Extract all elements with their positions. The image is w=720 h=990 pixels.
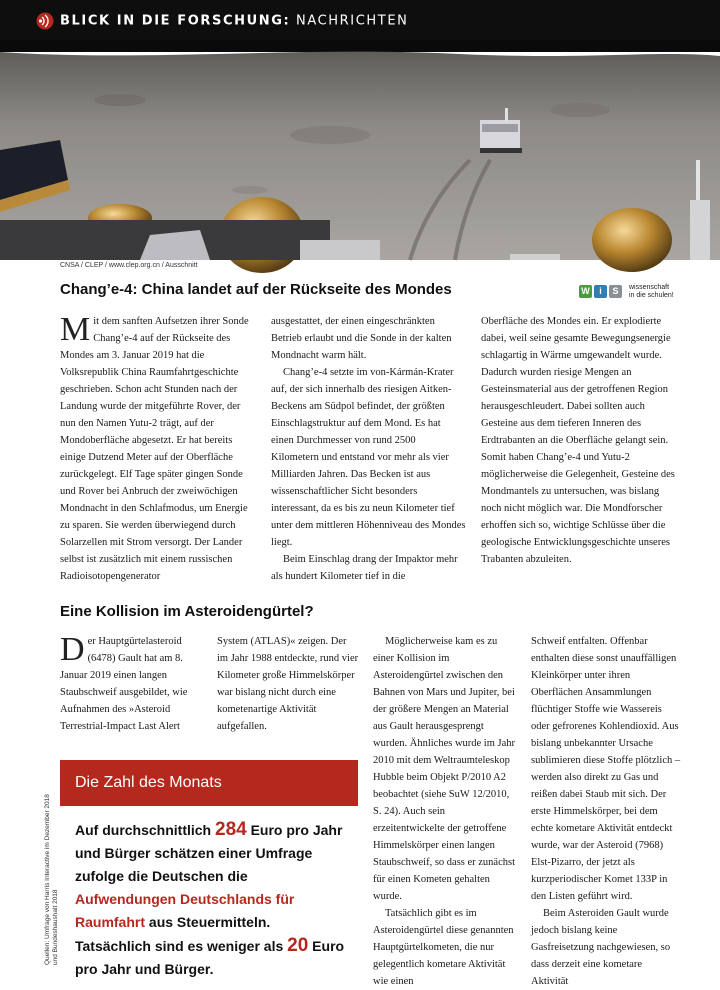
article1-column-3: [481, 313, 679, 568]
number-box-text-1: Auf durchschnittlich: [75, 822, 215, 838]
number-box-heading: Die Zahl des Monats: [60, 760, 358, 806]
wis-logo-letter-i: i: [594, 285, 607, 298]
article2-col4-p2: Beim Asteroiden Gault wurde jedoch bislang keine Gasfreisetzung nachgewiesen, so dass derzeit eine kometare Aktivität: [531, 908, 671, 987]
article-title-change4: Chang’e-4: China landet auf der Rückseite des Mondes: [60, 281, 452, 298]
radio-waves-icon: [36, 12, 54, 30]
article1-col2-p2: Chang’e-4 setzte im von-Kármán-Krater auf, der sich innerhalb des riesigen Aitken-Beckens am Südpol befindet, der größten Einschlagstruktur auf dem Mond. Es hat einen Durchmesser von rund 2500 Kilometern und entstand vor mehr als vier Milliarden Jahren. Das Becken ist aus wissenschaftlicher Sicht besonders interessant, da es bis zu neun Kilometer tief unter dem mittleren Höhenniveau des Mondes liegt.: [271, 367, 466, 548]
number-box-value-284: 284: [215, 819, 247, 840]
source-credit-line1: Quellen: Umfrage von Harris Interactive im Dezember 2018: [44, 794, 51, 965]
source-credit-line2: und Bundeshaushalt 2018: [52, 889, 59, 965]
wis-logo-letter-s: S: [609, 285, 622, 298]
wis-logo-letter-w: W: [579, 285, 592, 298]
article1-column-2: [271, 313, 466, 585]
article1-col2-p3: Beim Einschlag drang der Impaktor mehr als hundert Kilometer tief in die: [271, 554, 458, 582]
source-credit: [44, 765, 60, 965]
moon-surface-photo: [0, 40, 720, 260]
number-box-text-2: Euro pro Jahr und Bürger schätzen einer Umfrage zufolge die Deutschen die: [75, 822, 343, 884]
moon-landscape-illustration: [0, 40, 720, 260]
article2-col1-text: er Hauptgürtelasteroid (6478) Gault hat am 8. Januar 2019 einen langen Staubschweif ausgebildet, wie Aufnahmen des »Asteroid Terrestrial-Impact Last Alert: [60, 636, 188, 732]
article1-col1-text: it dem sanften Aufsetzen ihrer Sonde Chang’e-4 auf der Rückseite des Mondes am 3. Januar 2019 hat die Volksrepublik China Raumfahrtgeschichte geschrieben. Schon acht Stunden nach der Landung wurde der mitgeführte Rover, der nun den Namen Yutu-2 trägt, auf der Mondoberfläche abgesetzt. Er hat bereits einige Dutzend Meter auf der Oberfläche zurückgelegt. Elf Tage später gingen Sonde und Rover bei Anbruch der zweiwöchigen Mondnacht in den Schlafmodus, um Energie zu sparen. Sie werden überwiegend durch Solarzellen mit Strom versorgt. Der Lander selbst ist zusätzlich mit einem russischen Radioisotopengenerator: [60, 316, 249, 582]
section-header: [0, 0, 720, 40]
article2-col3-p1: Möglicherweise kam es zu einer Kollision im Asteroidengürtel zwischen den Bahnen von Mars und Jupiter, bei der größere Mengen an Material aus Gault herausgesprengt wurden. Ähnliches wurde im Jahr 2010 mit dem Weltraumteleskop Hubble beim Objekt P/2010 A2 beobachtet (siehe SuW 12/2010, S. 24). Auch sein erzeitentwickelte der getroffene Himmelskörper einen langen Staubschweif, so dass er zunächst für einen Kometen gehalten wurde.: [373, 636, 516, 902]
dropcap-d: D: [60, 631, 85, 668]
wis-logo-tagline: [629, 284, 689, 299]
wis-logo: [579, 284, 689, 304]
number-box-value-20: 20: [287, 935, 309, 956]
article2-column-2: [217, 633, 359, 735]
number-box-text-3: aus Steuermitteln. Tatsächlich sind es weniger als: [75, 914, 288, 954]
article2-col2-text: System (ATLAS)« zeigen. Der im Jahr 1988 entdeckte, rund vier Kilometer große Himmelskörper war bislang nicht durch eine kometenartige Aktivität aufgefallen.: [217, 636, 359, 732]
article1-column-1: [60, 313, 253, 585]
wis-tagline-line2: in die schulen!: [629, 291, 674, 299]
article1-col2-p1: ausgestattet, der einen eingeschränkten Betrieb erlaubt und die Sonde in der kalten Mondnacht warm hält.: [271, 316, 452, 361]
article1-col3-p1: Oberfläche des Mondes ein. Er explodierte dabei, weil seine gesamte Bewegungsenergie schlagartig in Wärme umgewandelt wurde. Dadurch wurden riesige Mengen an Gesteinsmaterial aus der getroffenen Region herausgeschleudert. Dabei sollten auch Gesteine aus dem tieferen Inneren des Erdtrabanten an die Oberfläche gelangt sein. Somit haben Chang’e-4 und Yutu-2 möglicherweise die Gelegenheit, Gesteine des Mondmantels zu untersuchen, was bislang noch nicht möglich war. Die Mondforscher erhoffen sich so, wichtige Schlüsse über die geologische Entwicklungsgeschichte unseres Trabanten abzuleiten.: [481, 316, 675, 565]
article2-column-1: [60, 633, 202, 735]
article2-col3-p2: Tatsächlich gibt es im Asteroidengürtel diese genannten Hauptgürtelkometen, die nur gelegentlich kometare Aktivität wie einen: [373, 908, 514, 987]
article2-column-4: [531, 633, 681, 987]
section-title-main: BLICK IN DIE FORSCHUNG:: [60, 13, 291, 29]
article2-col4-p1: Schweif entfalten. Offenbar enthalten diese sonst unauffälligen Kleinkörper unter ihren Oberflächen Ansammlungen flüchtiger Stoffe wie Wassereis oder gefrorenes Kohlendioxid. Aus bislang unbekannter Ursache sublimieren diese Stoffe plötzlich – werden also direkt zu Gas und reißen dabei Staub mit sich. Der erste Himmelskörper, bei dem echte kometare Aktivität entdeckt wurde, war der Asteroid (7968) Elst-Pizarro, der jetzt als kurzperiodischer Komet 133P in den Listen geführt wird.: [531, 636, 681, 902]
number-box-highlight: Aufwendungen Deutschlands für Raumfahrt: [75, 891, 295, 930]
photo-caption: CNSA / CLEP / www.clep.org.cn / Ausschnitt: [60, 262, 198, 269]
number-box-text: [60, 806, 358, 981]
wis-tagline-line1: wissenschaft: [629, 284, 670, 291]
dropcap-m: M: [60, 311, 91, 348]
section-title-sub: NACHRICHTEN: [290, 13, 409, 29]
number-box-text-4: Euro pro Jahr und Bürger.: [75, 938, 345, 977]
section-title-text: [60, 14, 408, 29]
number-of-month-box: [60, 760, 358, 977]
article2-column-3: [373, 633, 519, 987]
article-title-asteroid: Eine Kollision im Asteroidengürtel?: [60, 603, 314, 620]
